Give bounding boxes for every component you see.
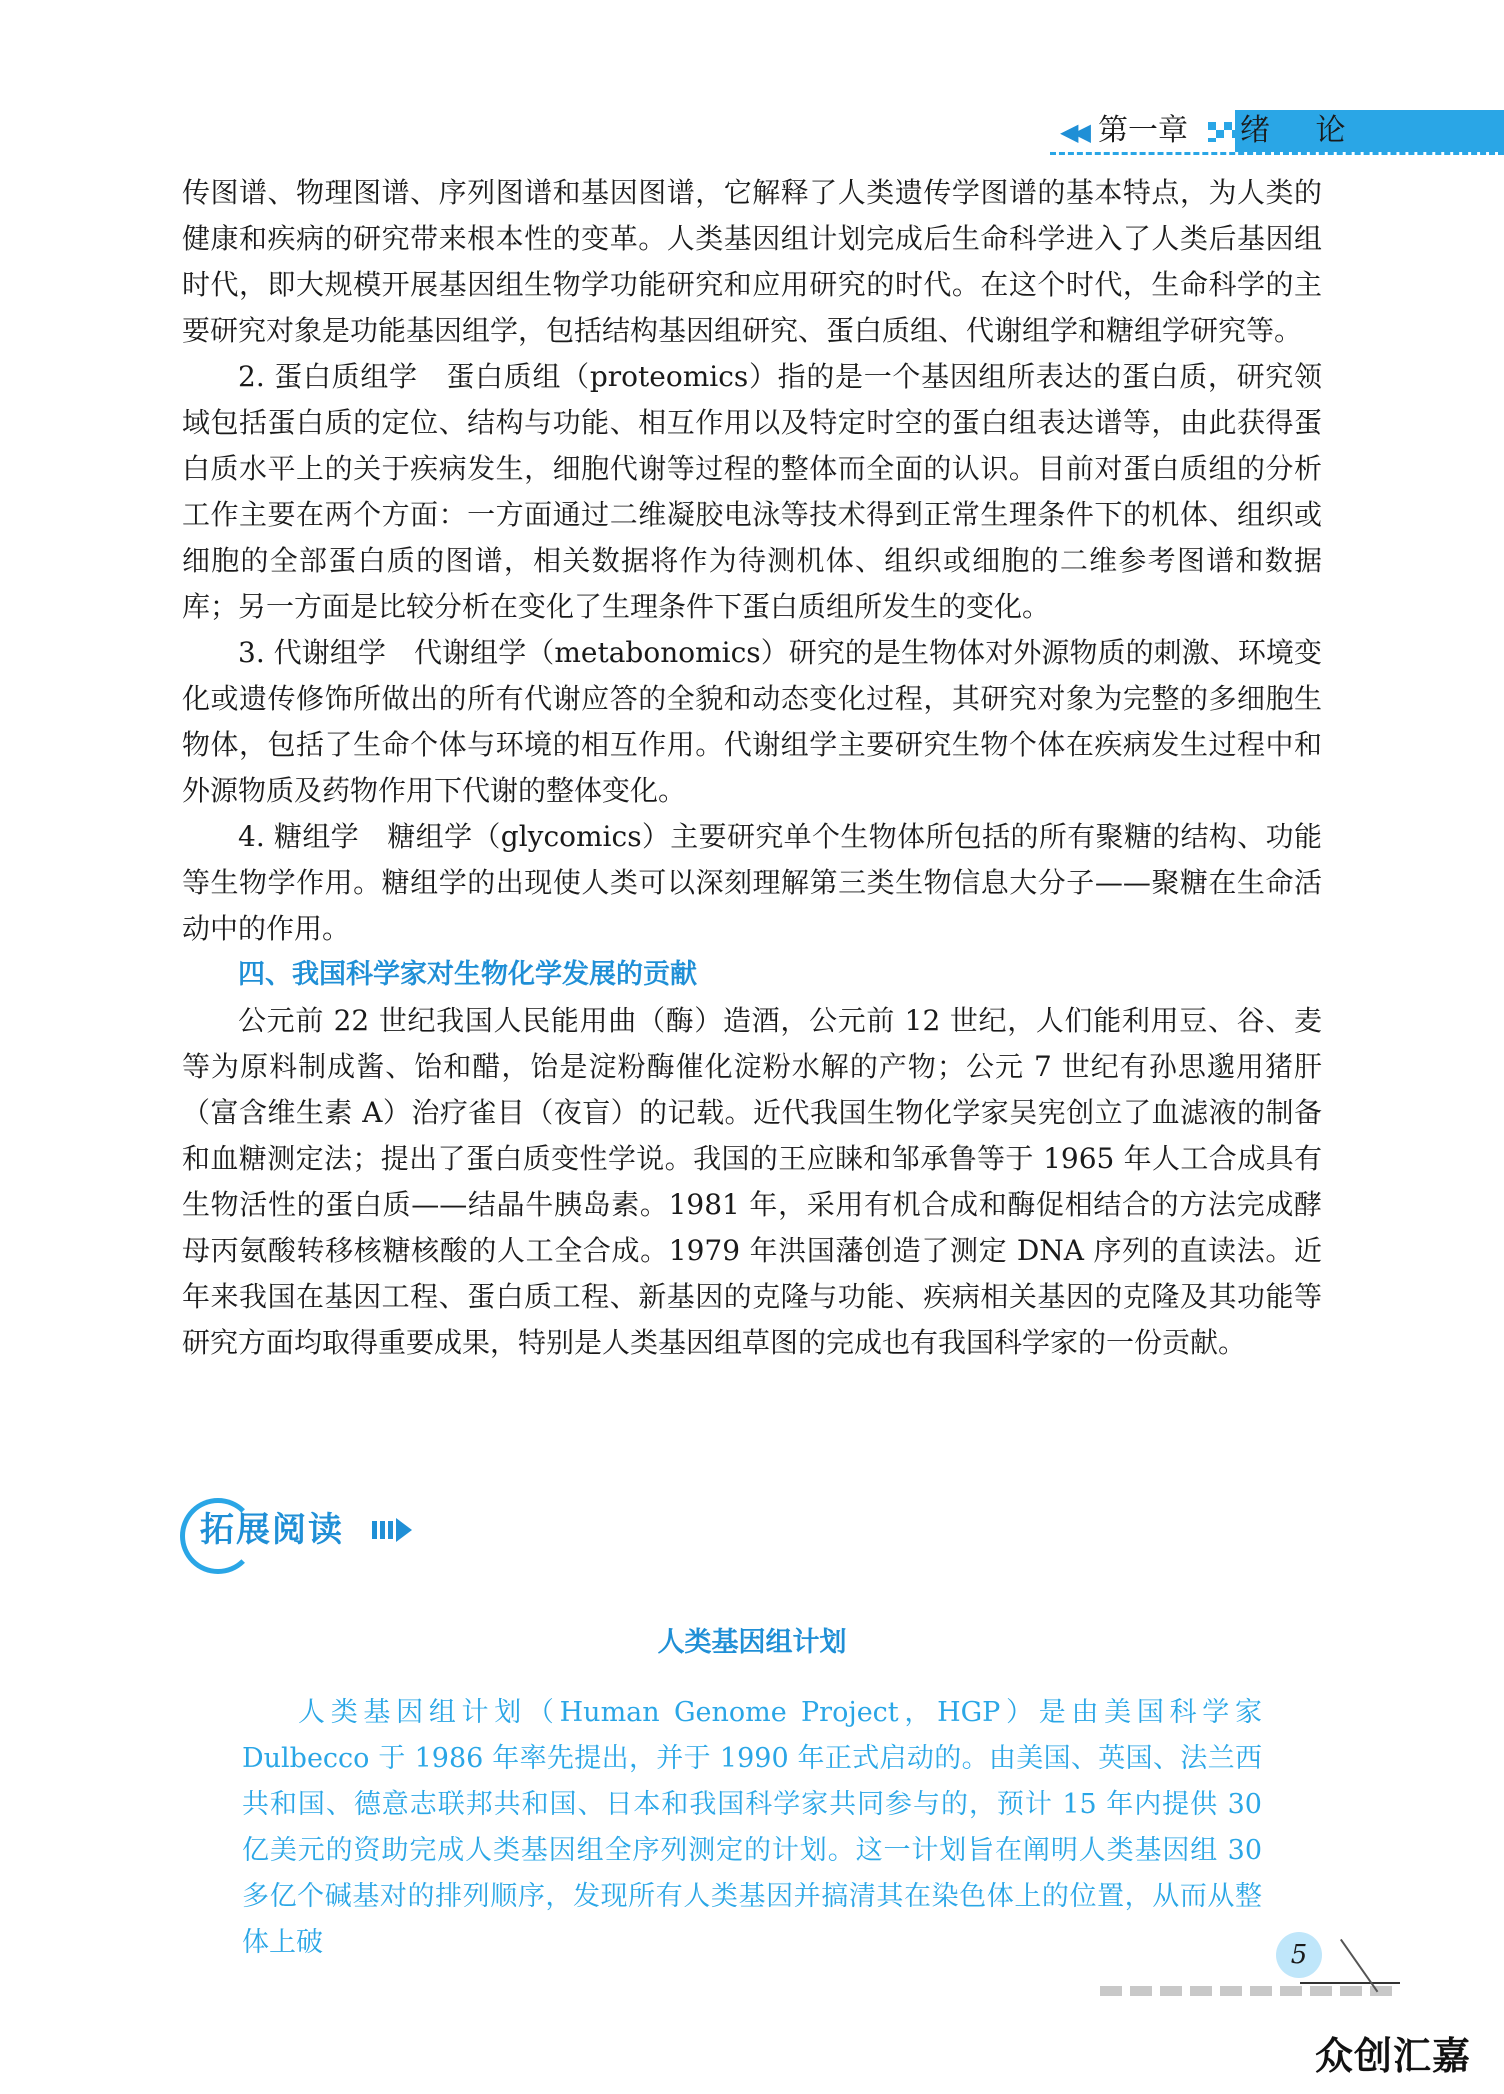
footer-slash xyxy=(1340,1939,1378,1993)
page-number: 5 xyxy=(1290,1940,1308,1970)
footer-dashes xyxy=(1100,1986,1400,1996)
watermark-logo: 众创汇嘉 xyxy=(1315,2034,1472,2078)
checker-squares-icon xyxy=(1208,122,1238,142)
chapter-label: 第一章 xyxy=(1098,113,1188,148)
extended-reading-badge xyxy=(180,1498,420,1568)
header-divider xyxy=(1050,152,1504,155)
paragraph: 4. 糖组学 糖组学（glycomics）主要研究单个生物体所包括的所有聚糖的结构、功能等生物学作用。糖组学的出现使人类可以深刻理解第三类生物信息大分子——聚糖在生命活动中的作用。 xyxy=(182,820,1322,945)
chapter-title: 绪 论 xyxy=(1240,113,1364,148)
play-arrow-icon xyxy=(372,1518,412,1542)
main-content xyxy=(182,170,1322,1366)
paragraph: 3. 代谢组学 代谢组学（metabonomics）研究的是生物体对外源物质的刺激、环境变化或遗传修饰所做出的所有代谢应答的全貌和动态变化过程，其研究对象为完整的多细胞生物体，包括了生命个体与环境的相互作用。代谢组学主要研究生物个体在疾病发生过程中和外源物质及药物作用下代谢的整体变化。 xyxy=(182,636,1322,807)
section-heading: 四、我国科学家对生物化学发展的贡献 xyxy=(238,959,697,990)
double-arrow-left-icon: ◀◀ xyxy=(1060,118,1085,146)
paragraph: 2. 蛋白质组学 蛋白质组（proteomics）指的是一个基因组所表达的蛋白质，研究领域包括蛋白质的定位、结构与功能、相互作用以及特定时空的蛋白组表达谱等，由此获得蛋白质水平上的关于疾病发生，细胞代谢等过程的整体而全面的认识。目前对蛋白质组的分析工作主要在两个方面：一方面通过二维凝胶电泳等技术得到正常生理条件下的机体、组织或细胞的全部蛋白质的图谱，相关数据将作为待测机体、组织或细胞的二维参考图谱和数据库；另一方面是比较分析在变化了生理条件下蛋白质组所发生的变化。 xyxy=(182,360,1322,623)
paragraph: 传图谱、物理图谱、序列图谱和基因图谱，它解释了人类遗传学图谱的基本特点，为人类的健康和疾病的研究带来根本性的变革。人类基因组计划完成后生命科学进入了人类后基因组时代，即大规模开展基因组生物学功能研究和应用研究的时代。在这个时代，生命科学的主要研究对象是功能基因组学，包括结构基因组研究、蛋白质组、代谢组学和糖组学研究等。 xyxy=(182,176,1322,347)
chapter-header xyxy=(1050,110,1504,152)
extended-reading-label: 拓展阅读 xyxy=(200,1510,344,1550)
reading-paragraph: 人类基因组计划（Human Genome Project，HGP）是由美国科学家 Dulbecco 于 1986 年率先提出，并于 1990 年正式启动的。由美国、英国、法兰西共和国、德意志联邦共和国、日本和我国科学家共同参与的，预计 15 年内提供 30 亿美元的资助完成人类基因组全序列测定的计划。这一计划旨在阐明人类基因组 30 多亿个碱基对的排列顺序，发现所有人类基因并搞清其在染色体上的位置，从而从整体上破 xyxy=(242,1697,1262,1958)
paragraph: 公元前 22 世纪我国人民能用曲（酶）造酒，公元前 12 世纪，人们能利用豆、谷、麦等为原料制成酱、饴和醋，饴是淀粉酶催化淀粉水解的产物；公元 7 世纪有孙思邈用猪肝（富含维生素 A）治疗雀目（夜盲）的记载。近代我国生物化学家吴宪创立了血滤液的制备和血糖测定法；提出了蛋白质变性学说。我国的王应睐和邹承鲁等于 1965 年人工合成具有生物活性的蛋白质——结晶牛胰岛素。1981 年，采用有机合成和酶促相结合的方法完成酵母丙氨酸转移核糖核酸的人工全合成。1979 年洪国藩创造了测定 DNA 序列的直读法。近年来我国在基因工程、蛋白质工程、新基因的克隆与功能、疾病相关基因的克隆及其功能等研究方面均取得重要成果，特别是人类基因组草图的完成也有我国科学家的一份贡献。 xyxy=(182,1004,1322,1359)
reading-title: 人类基因组计划 xyxy=(657,1627,847,1658)
footer-line xyxy=(1300,1982,1400,1984)
reading-body xyxy=(242,1690,1262,1966)
